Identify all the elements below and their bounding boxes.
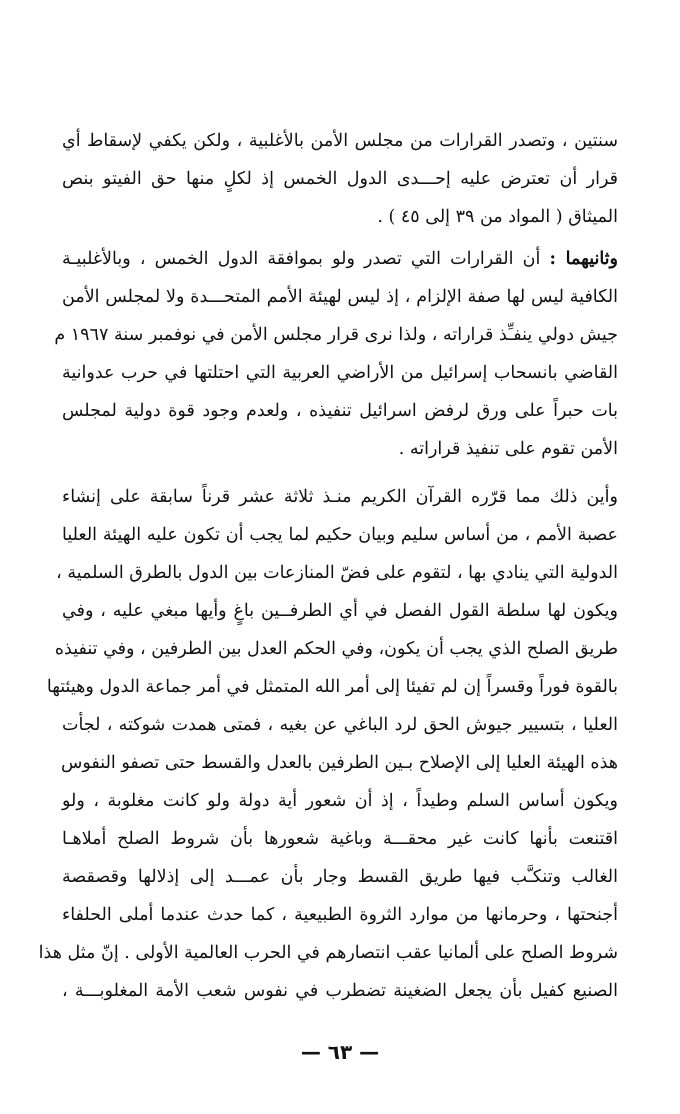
text-line: أجنحتها ، وحرمانها من موارد الثروة الطبيعية ، كما حدث عندما أملى الحلفاء — [62, 905, 618, 925]
text-line: الكافية ليس لها صفة الإلزام ، إذ ليس لهيئة الأمم المتحـــدة ولا لمجلس الأمن — [62, 287, 618, 307]
text-line: اقتنعت بأنها كانت غير محقـــة وباغية شعورها بأن شروط الصلح أملاهـا — [62, 829, 618, 849]
text-line-rest: أن القرارات التي تصدر ولو بموافقة الدول الخمس ، وبالأغلبيـة — [62, 249, 550, 269]
text-line: الغالب وتنكـَّب فيها طريق القسط وجار بأن عمـــد إلى إذلالها وقصقصة — [62, 867, 618, 887]
text-line: بالقوة فوراً وقسراً إن لم تفيئا إلى أمر الله المتمثل في أمر جماعة الدول وهيئتها — [46, 677, 618, 697]
text-line: جيش دولي ينفـِّذ قراراته ، ولذا نرى قرار مجلس الأمن في نوفمبر سنة ١٩٦٧ م — [54, 325, 618, 345]
text-line: العليا ، بتسيير جيوش الحق لرد الباغي عن بغيه ، فمتى همدت شوكته ، لجأت — [62, 715, 618, 735]
paragraph-2 — [54, 240, 619, 468]
text-line: بات حبراً على ورق لرفض اسرائيل تنفيذه ، ولعدم وجود قوة دولية لمجلس — [62, 401, 618, 421]
text-line — [62, 240, 618, 278]
text-line: طريق الصلح الذي يجب أن يكون، وفي الحكم العدل بين الطرفين ، وفي تنفيذه — [54, 639, 618, 659]
text-line: الدولية التي ينادي بها ، لتقوم على فضّ المنازعات بين الدول بالطرق السلمية ، — [56, 563, 618, 583]
text-line: وأين ذلك مما قرّره القرآن الكريم منـذ ثلاثة عشر قرناً سابقة على إنشاء — [62, 487, 618, 507]
text-line: عصبة الأمم ، من أساس سليم وبيان حكيم لما يجب أن تكون عليه الهيئة العليا — [62, 525, 618, 545]
text-line: هذه الهيئة العليا إلى الإصلاح بـين الطرفين بالعدل والقسط حتى تصفو النفوس — [61, 753, 618, 773]
paragraph-1 — [62, 122, 618, 236]
paragraph-lead-word: وثانيهما : — [549, 249, 619, 269]
text-line: شروط الصلح على ألمانيا عقب انتصارهم في الحرب العالمية الأولى . إنّ مثل هذا — [38, 943, 618, 963]
text-line: سنتين ، وتصدر القرارات من مجلس الأمن بالأغلبية ، ولكن يكفي لإسقاط أي — [62, 131, 618, 151]
text-line: الميثاق ( المواد من ٣٩ إلى ٤٥ ) . — [377, 207, 618, 227]
paragraph-3 — [38, 478, 618, 1010]
page-number: — ٦٣ — — [300, 1040, 380, 1064]
text-line: الصنيع كفيل بأن يجعل الضغينة تضطرب في نفوس شعب الأمة المغلوبـــة ، — [62, 981, 618, 1001]
text-line: ويكون لها سلطة القول الفصل في أي الطرفــين باغٍ وأيها مبغي عليه ، وفي — [62, 601, 618, 621]
text-line: الأمن تقوم على تنفيذ قراراته . — [398, 439, 618, 459]
text-line: قرار أن تعترض عليه إحـــدى الدول الخمس إذ لكلٍ منها حق الفيتو بنص — [62, 169, 618, 189]
text-line: القاضي بانسحاب إسرائيل من الأراضي العربية التي احتلتها في حرب عدوانية — [62, 363, 618, 383]
text-line: ويكون أساس السلم وطيداً ، إذ أن شعور أية دولة ولو كانت مغلوبة ، ولو — [62, 791, 618, 811]
